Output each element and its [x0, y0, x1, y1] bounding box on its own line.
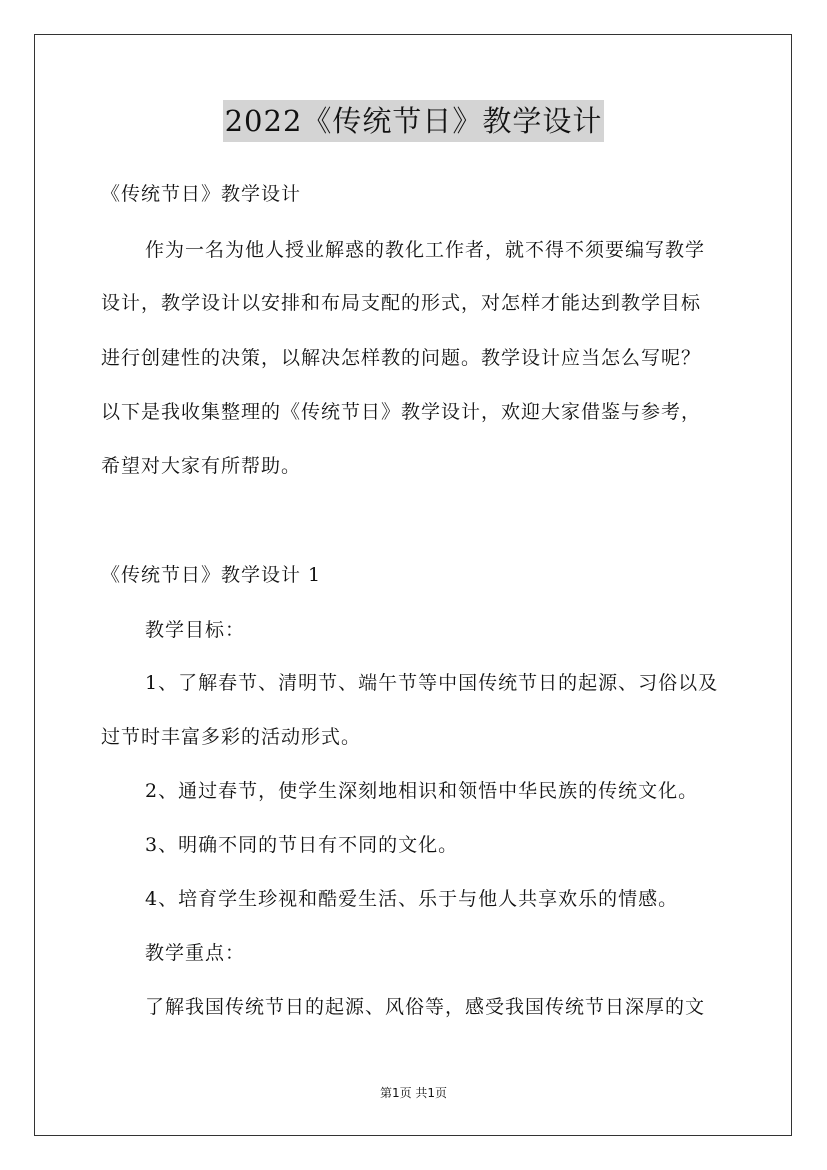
title-container [0, 100, 827, 142]
intro-line-2: 设计，教学设计以安排和布局支配的形式，对怎样才能达到教学目标 [101, 292, 702, 314]
goal-1-line-2: 过节时丰富多彩的活动形式。 [101, 726, 362, 748]
intro-line-5: 希望对大家有所帮助。 [101, 455, 302, 477]
goal-1-line-1: 1、了解春节、清明节、端午节等中国传统节日的起源、习俗以及 [145, 672, 719, 694]
page-footer: 第1页 共1页 [379, 1086, 448, 1100]
intro-line-3: 进行创建性的决策，以解决怎样教的问题。教学设计应当怎么写呢？ [101, 347, 702, 369]
goal-4: 4、培育学生珍视和酷爱生活、乐于与他人共享欢乐的情感。 [145, 888, 679, 910]
goal-3: 3、明确不同的节日有不同的文化。 [145, 834, 459, 856]
document-title: 2022《传统节日》教学设计 [223, 100, 605, 142]
intro-line-1: 作为一名为他人授业解惑的教化工作者，就不得不须要编写教学 [145, 239, 706, 261]
document-subtitle: 《传统节日》教学设计 [101, 183, 302, 205]
key-points-label: 教学重点： [145, 942, 246, 964]
key-points-line: 了解我国传统节日的起源、风俗等，感受我国传统节日深厚的文 [145, 996, 706, 1018]
section-heading: 《传统节日》教学设计 1 [101, 564, 322, 586]
goal-2: 2、通过春节，使学生深刻地相识和领悟中华民族的传统文化。 [145, 780, 699, 802]
goals-label: 教学目标： [145, 619, 246, 641]
intro-line-4: 以下是我收集整理的《传统节日》教学设计，欢迎大家借鉴与参考， [101, 401, 702, 423]
